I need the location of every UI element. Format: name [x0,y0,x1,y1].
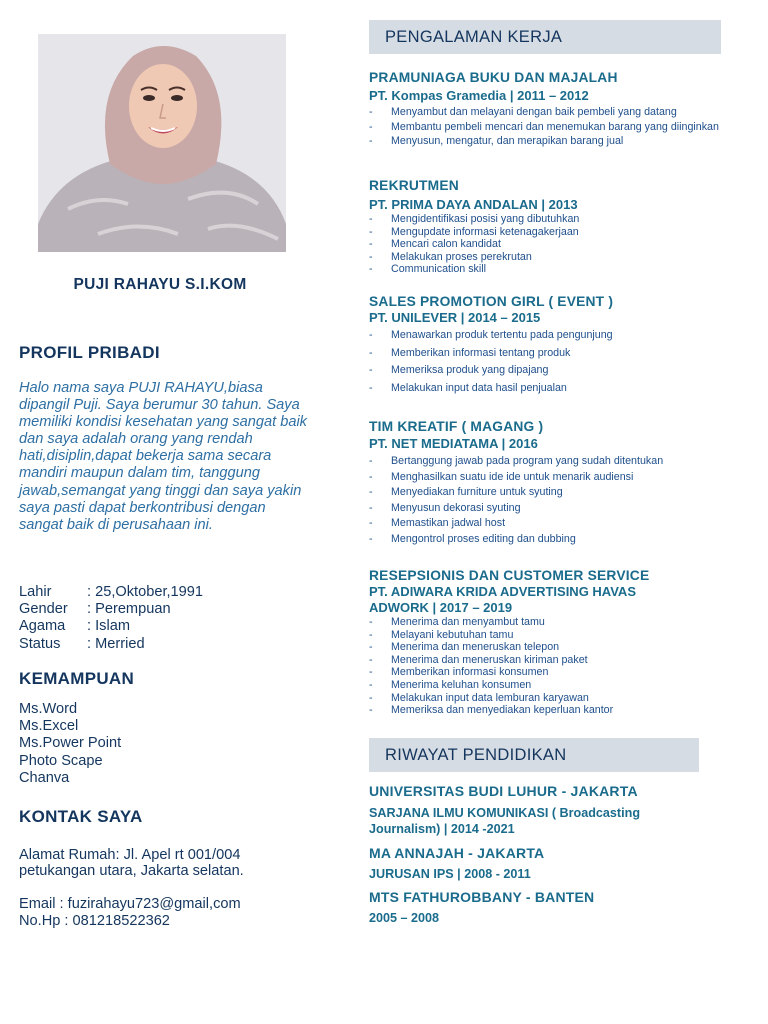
job-title: SALES PROMOTION GIRL ( EVENT ) [369,294,614,309]
skill-item: Chanva [19,769,70,786]
duty-item: - Menerima dan meneruskan telepon [369,641,721,654]
job-duties [369,455,721,546]
duty-item: - Communication skill [369,263,721,276]
duty-item: - Menyusun dekorasi syuting [369,502,721,515]
personal-info [19,584,203,653]
duty-item: - Menyediakan furniture untuk syuting [369,486,721,499]
skill-item: Ms.Power Point [19,735,122,752]
job-duties [369,213,721,276]
job-company: PT. PRIMA DAYA ANDALAN | 2013 [369,197,578,212]
duty-item: - Memeriksa dan menyediakan keperluan kantor [369,704,721,717]
duty-item: - Memberikan informasi tentang produk [369,347,721,360]
job-company: PT. Kompas Gramedia | 2011 – 2012 [369,88,589,103]
school-detail: 2005 – 2008 [369,911,440,925]
school-name: UNIVERSITAS BUDI LUHUR - JAKARTA [369,783,638,799]
duty-item: - Mengidentifikasi posisi yang dibutuhkan [369,213,721,226]
job-title: REKRUTMEN [369,178,459,193]
duty-item: - Membantu pembeli mencari dan menemukan barang yang diinginkan [369,121,721,134]
job-duties [369,616,721,717]
address-line: Alamat Rumah: Jl. Apel rt 001/004 [19,847,241,863]
info-label: Lahir [19,584,52,600]
job-title: PRAMUNIAGA BUKU DAN MAJALAH [369,70,618,85]
job-duties [369,329,721,394]
info-value: : 25,Oktober,1991 [87,584,204,600]
duty-item: - Mengupdate informasi ketenagakerjaan [369,226,721,239]
skills-list [19,701,121,787]
duty-item: - Memberikan informasi konsumen [369,666,721,679]
duty-item: - Menerima dan meneruskan kiriman paket [369,654,721,667]
duty-item: - Melakukan input data lemburan karyawan [369,692,721,705]
info-label: Agama [19,618,66,635]
skill-item: Photo Scape [19,752,103,769]
job-company: PT. UNILEVER | 2014 – 2015 [369,310,541,325]
job-company: PT. NET MEDIATAMA | 2016 [369,436,538,451]
profile-description: Halo nama saya PUJI RAHAYU,biasa dipangil Puji. Saya berumur 30 tahun. Saya memiliki kondisi kesehatan yang sangat baik dan saya adalah orang yang rendah hati,disiplin,dapat bekerja sama secara mandiri maupun dalam tim, tanggung jawab,semangat yang tinggi dan saya yakin saya pasti dapat berkontribusi dengan sangat baik di perusahaan ini. [19,380,307,533]
email-text: Email : fuzirahayu723@gmail,com [19,896,241,913]
duty-item: - Melakukan input data hasil penjualan [369,382,721,395]
job-company-continued: ADWORK | 2017 – 2019 [369,600,513,615]
contact-heading: KONTAK SAYA [19,807,143,826]
school-detail: JURUSAN IPS | 2008 - 2011 [369,867,531,881]
info-row-religion [19,618,203,635]
skills-heading: KEMAMPUAN [19,669,135,688]
job-company: PT. ADIWARA KRIDA ADVERTISING HAVAS [369,584,636,599]
job-duties [369,106,721,148]
duty-item: - Mencari calon kandidat [369,238,721,251]
duty-item: - Menyusun, mengatur, dan merapikan barang jual [369,135,721,148]
skill-item: Ms.Excel [19,718,79,735]
duty-item: - Menawarkan produk tertentu pada pengunjung [369,329,721,342]
contact-info [19,847,244,929]
info-row-status [19,636,203,653]
info-label: Gender [19,601,68,618]
duty-item: - Menyambut dan melayani dengan baik pembeli yang datang [369,106,721,119]
info-row-birth [19,584,203,601]
education-heading: RIWAYAT PENDIDIKAN [369,738,699,772]
info-row-gender [19,601,203,618]
duty-item: - Menghasilkan suatu ide ide untuk menarik audiensi [369,471,721,484]
profile-photo [38,34,286,252]
school-name: MA ANNAJAH - JAKARTA [369,845,545,861]
job-title: RESEPSIONIS DAN CUSTOMER SERVICE [369,568,650,583]
school-detail: SARJANA ILMU KOMUNIKASI ( Broadcasting Journalism) | 2014 -2021 [369,806,641,836]
skill-item: Ms.Word [19,701,78,717]
info-value: : Perempuan [87,601,171,618]
profile-heading: PROFIL PRIBADI [19,343,160,362]
phone-text: No.Hp : 081218522362 [19,912,170,929]
candidate-name: PUJI RAHAYU S.I.KOM [73,276,247,293]
school-name: MTS FATHUROBBANY - BANTEN [369,889,595,905]
duty-item: - Melakukan proses perekrutan [369,251,721,264]
duty-item: - Memastikan jadwal host [369,517,721,530]
experience-heading: PENGALAMAN KERJA [369,20,721,54]
duty-item: - Mengontrol proses editing dan dubbing [369,533,721,546]
info-value: : Islam [87,618,130,635]
info-label: Status [19,635,61,652]
address-line: petukangan utara, Jakarta selatan. [19,863,244,880]
duty-item: - Melayani kebutuhan tamu [369,629,721,642]
job-title: TIM KREATIF ( MAGANG ) [369,419,544,434]
duty-item: - Memeriksa produk yang dipajang [369,364,721,377]
duty-item: - Menerima keluhan konsumen [369,679,721,692]
duty-item: - Menerima dan menyambut tamu [369,616,721,629]
duty-item: - Bertanggung jawab pada program yang sudah ditentukan [369,455,721,468]
info-value: : Merried [87,635,145,652]
